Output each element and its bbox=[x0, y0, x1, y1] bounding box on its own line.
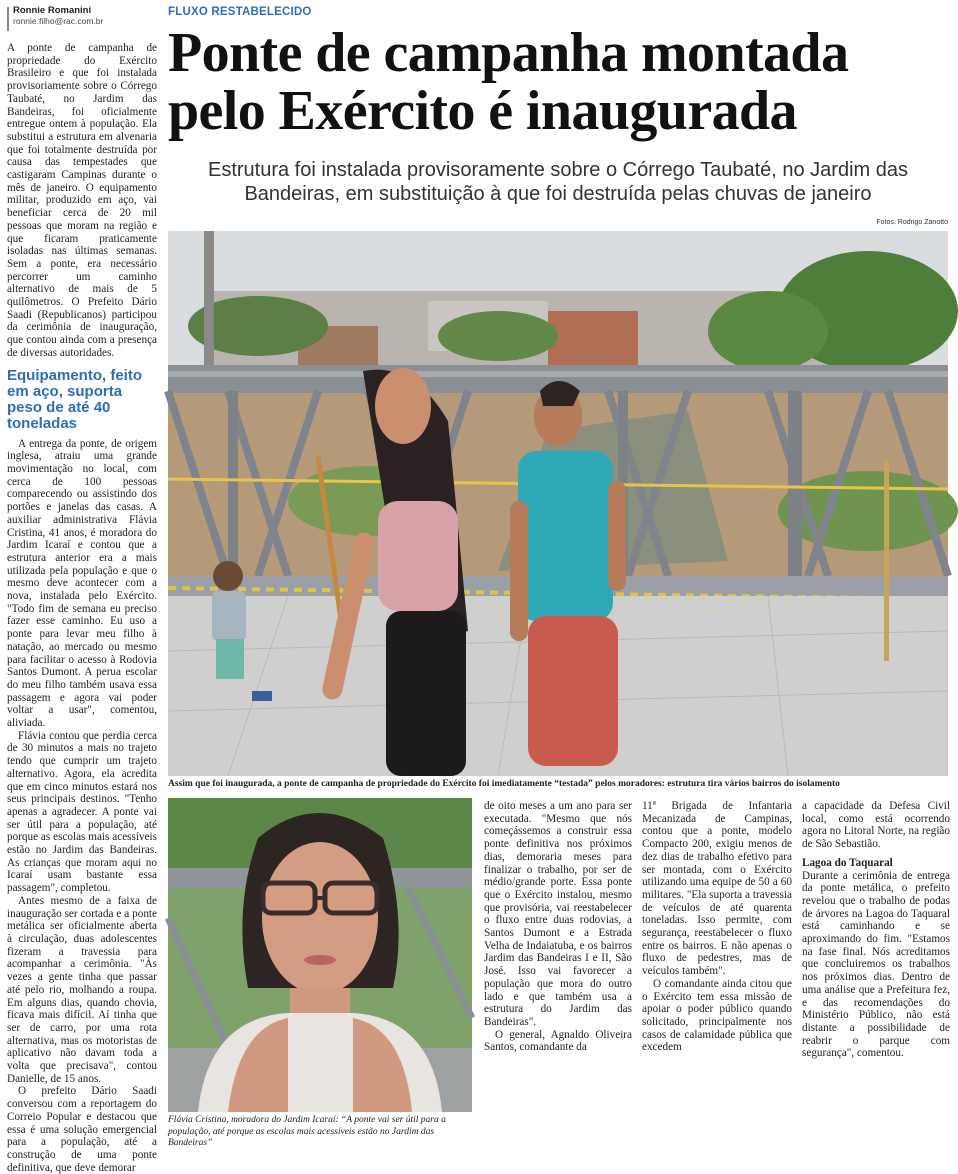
section-subhead: Lagoa do Taquaral bbox=[802, 856, 893, 869]
sidebar-column bbox=[7, 42, 157, 1174]
body-column-4 bbox=[802, 800, 950, 1060]
photo-credit: Fotos: Rodrigo Zanotto bbox=[876, 219, 948, 226]
sidebar-paragraph: Flávia contou que perdia cerca de 30 minutos a mais no trajeto tendo que cumprir um trajeto alternativo. Agora, ela acredita que em cinco minutos estará nos seus principais destinos. "Tenho apenas a agradecer. A ponte vai ser útil para a população, até porque as escolas mais acessíveis estão no Jardim das Bandeiras. As crianças que moram aqui no Icaraí usam bastante essa passagem", completou. bbox=[7, 729, 157, 895]
intro-paragraph: A ponte de campanha de propriedade do Exército Brasileiro e que foi instalada provisoriamente sobre o Córrego Taubaté, no Jardim das Bandeiras, foi oficialmente entregue ontem à população. Ela substitui a estrutura em alvenaria que foi totalmente destruída por causa das tempestades que castigaram Campinas durante o mês de janeiro. O equipamento militar, produzido em aço, vai beneficiar cerca de 20 mil pessoas que moram na região e que ficaram praticamente isoladas nas últimas semanas. Sem a ponte, era necessário percorrer um caminho alternativo de mais de 5 quilômetros. O Prefeito Dário Saadi (Republicanos) participou da cerimônia de inauguração, que contou ainda com a presença de diversas autoridades. bbox=[7, 42, 157, 359]
portrait-photo bbox=[168, 798, 472, 1112]
body-column-3 bbox=[642, 800, 792, 1054]
body-paragraph: O general, Agnaldo Oliveira Santos, comandante da bbox=[484, 1028, 632, 1054]
body-paragraph: Durante a cerimônia de entrega da ponte metálica, o prefeito revelou que o trabalho de podas de árvores na Lagoa do Taquaral está caminhando e se aproximando do fim. "Estamos na fase final. Nós acreditamos que concluiremos os trabalhos nos próximos dias. Dentro de uma análise que a Prefeitura fez, e das recomendações do Ministério Público, não está distante a possibilidade de reabrir o parque com segurança", comentou. bbox=[802, 869, 950, 1060]
bridge-photo-icon bbox=[168, 231, 948, 776]
headline: Ponte de campanha montada pelo Exército é inaugurada bbox=[168, 22, 849, 142]
sidebar-subhead: Equipamento, feito em aço, suporta peso de até 40 toneladas bbox=[7, 366, 142, 432]
sidebar-paragraph: Antes mesmo de a faixa de inauguração ser cortada e a ponte metálica ser oficialmente aberta à circulação, duas adolescentes fizeram a travessia para acompanhar a cerimônia. "Às vezes a gente tinha que passar até pelo rio, molhando a roupa. Em alguns dias, quando chovia, ficava mais difícil. Aí tinha que ser de carro, por uma rota alternativa, mas os motoristas de aplicativo não davam toda a volta que precisava", contou Danielle, de 15 anos. bbox=[7, 894, 157, 1085]
author-name: Ronnie Romanini bbox=[13, 5, 92, 16]
body-paragraph: de oito meses a um ano para ser executada. "Mesmo que nós começássemos a construir essa ponte definitiva nos próximos dias, demoraria meses para finalizar o trabalho, por ser de médio/grande porte. Essa ponte que o Exército instalou, mesmo que provisória, vai reestabelecer o fluxo entre duas rodovias, a Santos Dumont e a Estrada Velha de Indaiatuba, e os bairros Jardim das Bandeiras I e II, São José. Isso vai favorecer a população que mora do outro lado e que também usa a estrutura do Jardim das Bandeiras". bbox=[484, 800, 632, 1028]
body-paragraph: a capacidade da Defesa Civil local, como está ocorrendo agora no Litoral Norte, na região de São Sebastião. bbox=[802, 800, 950, 851]
body-column-2 bbox=[484, 800, 632, 1054]
deck: Estrutura foi instalada provisoramente sobre o Córrego Taubaté, no Jardim das Bandeiras, em substituição à que foi destruída pelas chuvas de janeiro bbox=[207, 159, 908, 205]
sidebar-paragraph: A entrega da ponte, de origem inglesa, atraiu uma grande movimentação no local, com cerca de 100 pessoas comparecendo ou assistindo dos portões e janelas das casas. A auxiliar administrativa Flávia Cristina, 41 anos, é moradora do Jardim Icaraí e contou que a estrutura anterior era a mais utilizada pela população e que o mesmo deve acontecer com a nova, instalada pelo Exército. "Todo fim de semana eu preciso fazer esse caminho. Eu uso a ponte para levar meu filho à natação, ao mercado ou mesmo para facilitar o acesso à Rodovia Santos Dumont. A perua escolar do meu filho também usava essa passagem e agora vai poder voltar a usar", comentou, aliviada. bbox=[7, 437, 157, 730]
author-email[interactable]: ronnie.filho@rac.com.br bbox=[13, 15, 104, 26]
body-paragraph: O comandante ainda citou que o Exército tem essa missão de apoiar o poder público quando solicitado, principalmente nos casos de calamidade pública que excedem bbox=[642, 977, 792, 1054]
main-photo-caption: Assim que foi inaugurada, a ponte de campanha de propriedade do Exército foi imediatamente “testada” pelos moradores: estrutura tira vários bairros do isolamento bbox=[168, 779, 840, 789]
woman-portrait-icon bbox=[168, 798, 472, 1112]
body-paragraph: 11ª Brigada de Infantaria Mecanizada de Campinas, contou que a ponte, modelo Compacto 200, exigiu menos de dez dias de trabalho efetivo para ser montada, com o Exército utilizando uma equipe de 50 a 60 militares. "Ela suporta a travessia de veículos de até quarenta toneladas. Isso permite, com segurança, reestabelecer o fluxo entre os bairros. E não apenas o fluxo de pedestres, mas de veículos também". bbox=[642, 800, 792, 978]
sidebar-paragraph: O prefeito Dário Saadi conversou com a reportagem do Correio Popular e destacou que essa é uma solução emergencial para a população, até a construção de uma ponte definitiva, que deve demorar bbox=[7, 1085, 157, 1174]
main-photo bbox=[168, 231, 948, 776]
kicker: FLUXO RESTABELECIDO bbox=[168, 6, 312, 18]
portrait-caption: Flávia Cristina, moradora do Jardim Icaraí: “A ponte vai ser útil para a população, até porque as escolas mais acessíveis estão no Jardim das Bandeiras” bbox=[168, 1115, 446, 1148]
byline-bar bbox=[7, 7, 9, 31]
byline bbox=[7, 6, 157, 27]
